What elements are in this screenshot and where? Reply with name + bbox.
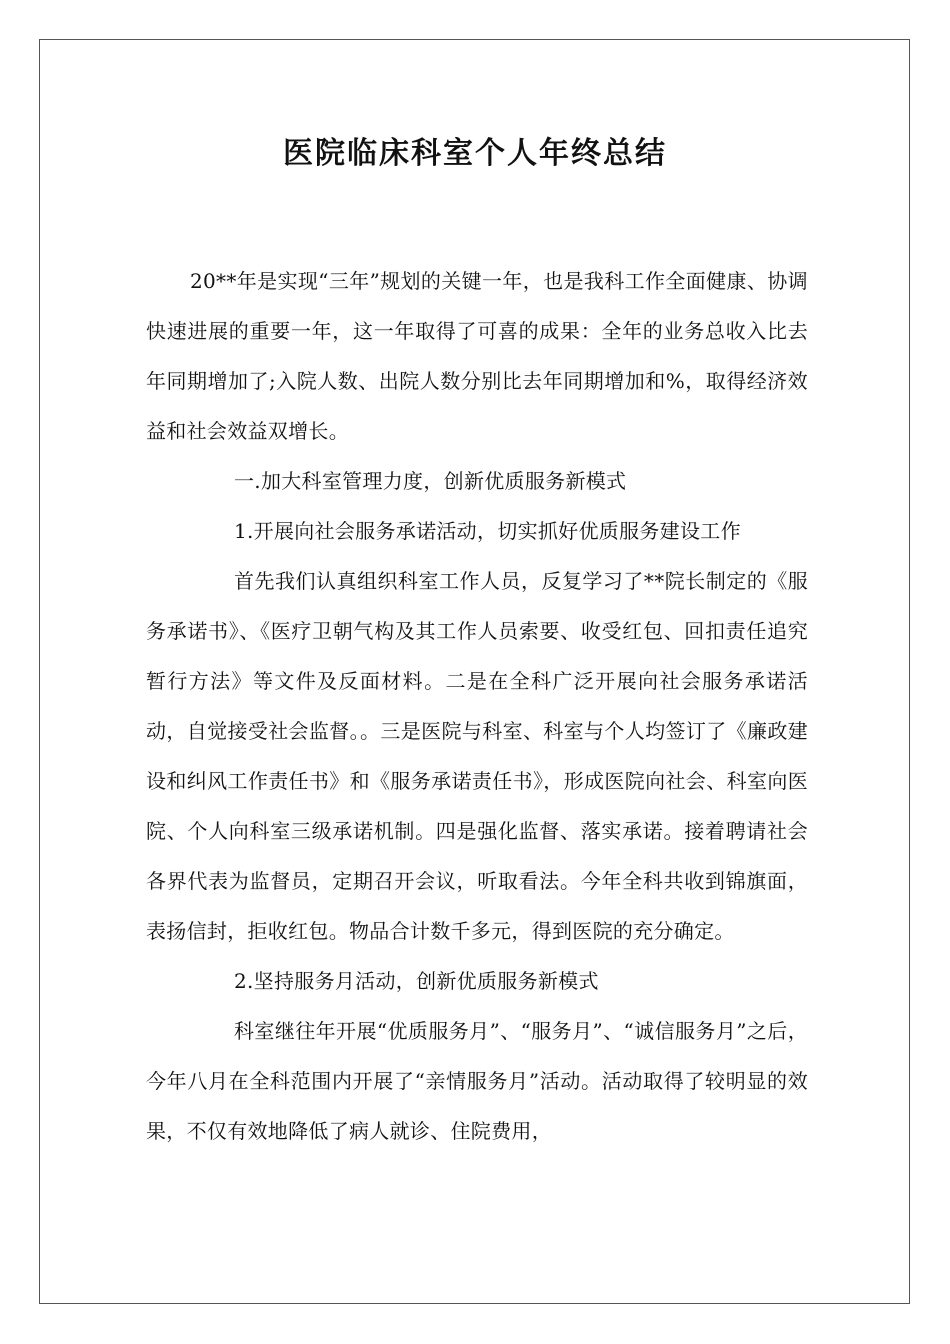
document-title: 医院临床科室个人年终总结	[283, 136, 667, 171]
paragraph-service-month: 科室继往年开展“优质服务月”、“服务月”、“诚信服务月”之后，今年八月在全科范围内开展了“亲情服务月”活动。活动取得了较明显的效果，不仅有效地降低了病人就诊、住院费用，	[146, 1019, 808, 1143]
section-heading-1: 一.加大科室管理力度，创新优质服务新模式	[234, 469, 627, 493]
subsection-heading-2: 2.坚持服务月活动，创新优质服务新模式	[234, 969, 599, 993]
document-body	[146, 256, 808, 1156]
subsection-heading-1: 1.开展向社会服务承诺活动，切实抓好优质服务建设工作	[234, 519, 741, 543]
paragraph-intro: 20**年是实现“三年”规划的关键一年，也是我科工作全面健康、协调快速进展的重要一年，这一年取得了可喜的成果：全年的业务总收入比去年同期增加了;入院人数、出院人数分别比去年同期增加和%，取得经济效益和社会效益双增长。	[146, 269, 808, 443]
paragraph-service-commitment: 首先我们认真组织科室工作人员，反复学习了**院长制定的《服务承诺书》、《医疗卫朝气构及其工作人员索要、收受红包、回扣责任追究暂行方法》等文件及反面材料。二是在全科广泛开展向社会服务承诺活动，自觉接受社会监督。。三是医院与科室、科室与个人均签订了《廉政建设和纠风工作责任书》和《服务承诺责任书》，形成医院向社会、科室向医院、个人向科室三级承诺机制。四是强化监督、落实承诺。接着聘请社会各界代表为监督员，定期召开会议，听取看法。今年全科共收到锦旗面，表扬信封，拒收红包。物品合计数千多元，得到医院的充分确定。	[146, 569, 808, 943]
